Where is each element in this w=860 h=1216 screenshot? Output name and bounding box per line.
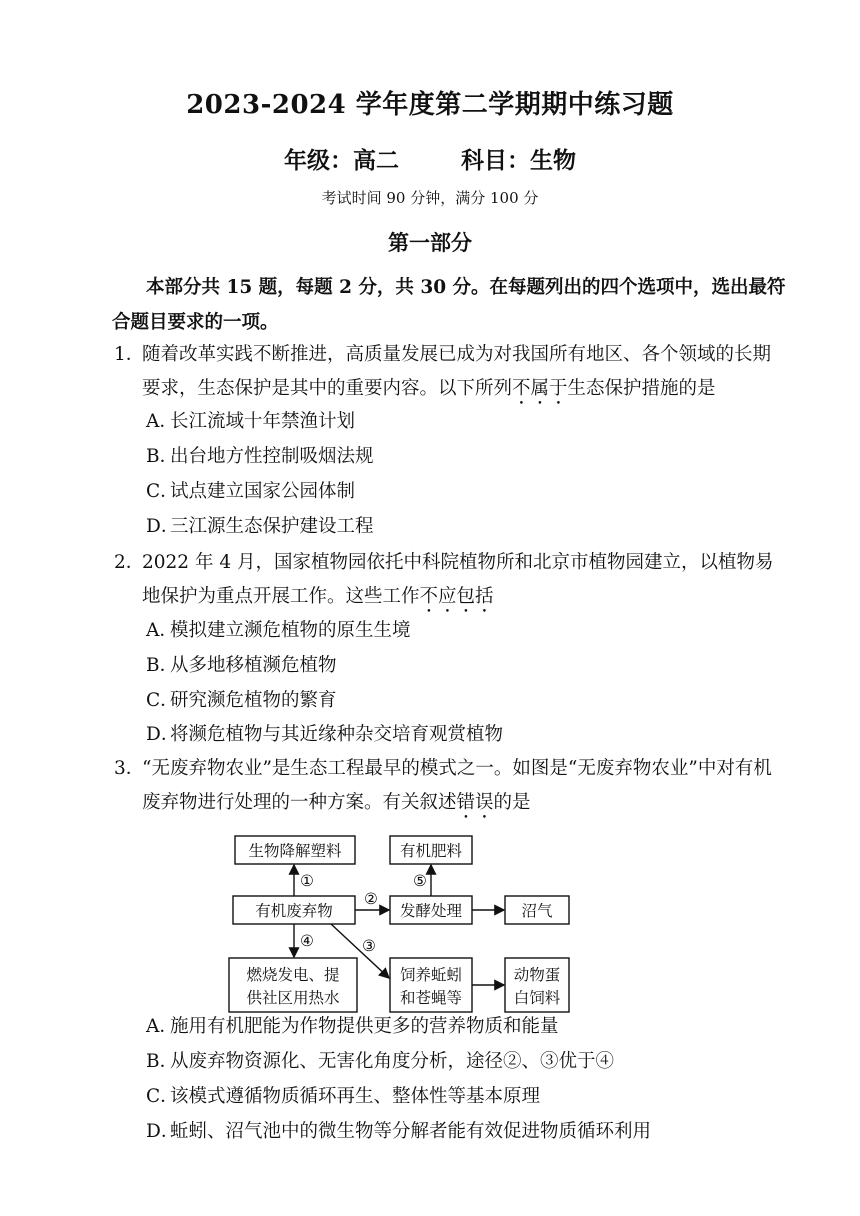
label-animal-protein-line1: 动物蛋 [513, 966, 561, 984]
option-label: B． [146, 446, 179, 467]
part-intro: 本部分共 15 题，每题 2 分，共 30 分。在每题列出的四个选项中，选出最符合题目要求的一项。 [112, 277, 786, 333]
option-2d[interactable] [146, 720, 503, 750]
arrow-route3 [331, 924, 389, 978]
option-label: D． [146, 516, 180, 537]
waste-processing-diagram [225, 828, 595, 1018]
option-text: 从废弃物资源化、无害化角度分析，途径②、③优于④ [170, 1051, 615, 1072]
question-number: 3． [114, 758, 145, 779]
stem-text: 要求，生态保护是其中的重要内容。以下所列 [142, 378, 513, 399]
option-label: C． [146, 1086, 179, 1107]
question-stem-line1: “无废弃物农业”是生态工程最早的模式之一。如图是“无废弃物农业”中对有机 [142, 758, 772, 779]
option-text: 模拟建立濒危植物的原生生境 [170, 620, 411, 641]
question-number: 1． [114, 344, 145, 365]
question-number: 2． [114, 552, 145, 573]
option-3b[interactable] [146, 1047, 614, 1077]
option-text: 蚯蚓、沼气池中的微生物等分解者能有效促进物质循环利用 [170, 1121, 652, 1142]
route-4-marker: ④ [300, 932, 314, 950]
option-3d[interactable] [146, 1117, 651, 1147]
exam-time-note: 考试时间 90 分钟，满分 100 分 [321, 189, 539, 207]
label-organic-waste: 有机废弃物 [255, 902, 333, 920]
question-stem-line2 [114, 580, 829, 617]
stem-text: 的是 [493, 792, 531, 813]
route-5-marker: ⑤ [413, 872, 427, 890]
option-text: 试点建立国家公园体制 [170, 481, 356, 502]
subject-label: 科目：生物 [461, 147, 576, 174]
label-earthworm-line1: 饲养蚯蚓 [399, 966, 463, 984]
option-text: 研究濒危植物的繁育 [170, 690, 337, 711]
question-3 [114, 752, 829, 823]
option-1d[interactable] [146, 512, 374, 542]
option-2a[interactable] [146, 616, 411, 646]
option-text: 施用有机肥能为作物提供更多的营养物质和能量 [170, 1016, 559, 1037]
option-1c[interactable] [146, 477, 355, 507]
option-label: C． [146, 690, 179, 711]
label-biogas: 沼气 [521, 902, 553, 920]
option-1a[interactable] [146, 407, 355, 437]
route-3-marker: ③ [362, 937, 376, 955]
question-1 [114, 338, 829, 409]
question-stem-line2 [114, 372, 829, 409]
option-3a[interactable] [146, 1012, 559, 1042]
exam-title: 2023-2024 学年度第二学期期中练习题 [186, 90, 674, 120]
question-stem-line1: 随着改革实践不断推进，高质量发展已成为对我国所有地区、各个领域的长期 [142, 344, 772, 365]
stem-emphasis: 不应包括 [419, 586, 494, 607]
option-label: B． [146, 1051, 179, 1072]
label-earthworm-line2: 和苍蝇等 [399, 989, 463, 1007]
option-label: A． [146, 411, 178, 432]
option-label: A． [146, 620, 178, 641]
stem-text: 生态保护措施的是 [567, 378, 716, 399]
option-label: B． [146, 655, 179, 676]
question-stem-line1: 2022 年 4 月，国家植物园依托中科院植物所和北京市植物园建立，以植物易 [142, 552, 774, 573]
stem-emphasis: 不属于 [512, 378, 568, 399]
option-2c[interactable] [146, 686, 337, 716]
stem-text: 地保护为重点开展工作。这些工作 [142, 586, 420, 607]
stem-text: 废弃物进行处理的一种方案。有关叙述 [142, 792, 457, 813]
option-text: 三江源生态保护建设工程 [170, 516, 374, 537]
option-label: D． [146, 1121, 180, 1142]
question-stem-line2 [114, 786, 829, 823]
label-biodegradable-plastic: 生物降解塑料 [248, 842, 342, 860]
stem-emphasis: 错误 [456, 792, 494, 813]
option-label: A． [146, 1016, 178, 1037]
option-text: 长江流域十年禁渔计划 [170, 411, 356, 432]
option-text: 从多地移植濒危植物 [170, 655, 337, 676]
label-power-generation-line2: 供社区用热水 [246, 989, 340, 1007]
option-text: 出台地方性控制吸烟法规 [170, 446, 374, 467]
question-2 [114, 546, 829, 617]
grade-label: 年级：高二 [284, 147, 399, 174]
option-2b[interactable] [146, 651, 337, 681]
option-3c[interactable] [146, 1082, 540, 1112]
option-text: 将濒危植物与其近缘种杂交培育观赏植物 [170, 724, 504, 745]
label-organic-fertilizer: 有机肥料 [399, 842, 463, 860]
route-2-marker: ② [364, 890, 378, 908]
label-fermentation: 发酵处理 [399, 902, 463, 920]
grade-subject-line [0, 142, 860, 175]
part-heading: 第一部分 [388, 230, 472, 255]
option-text: 该模式遵循物质循环再生、整体性等基本原理 [170, 1086, 541, 1107]
route-1-marker: ① [300, 872, 314, 890]
label-power-generation-line1: 燃烧发电、提 [246, 966, 340, 984]
option-label: C． [146, 481, 179, 502]
option-1b[interactable] [146, 442, 374, 472]
label-animal-protein-line2: 白饲料 [513, 989, 561, 1007]
option-label: D． [146, 724, 180, 745]
